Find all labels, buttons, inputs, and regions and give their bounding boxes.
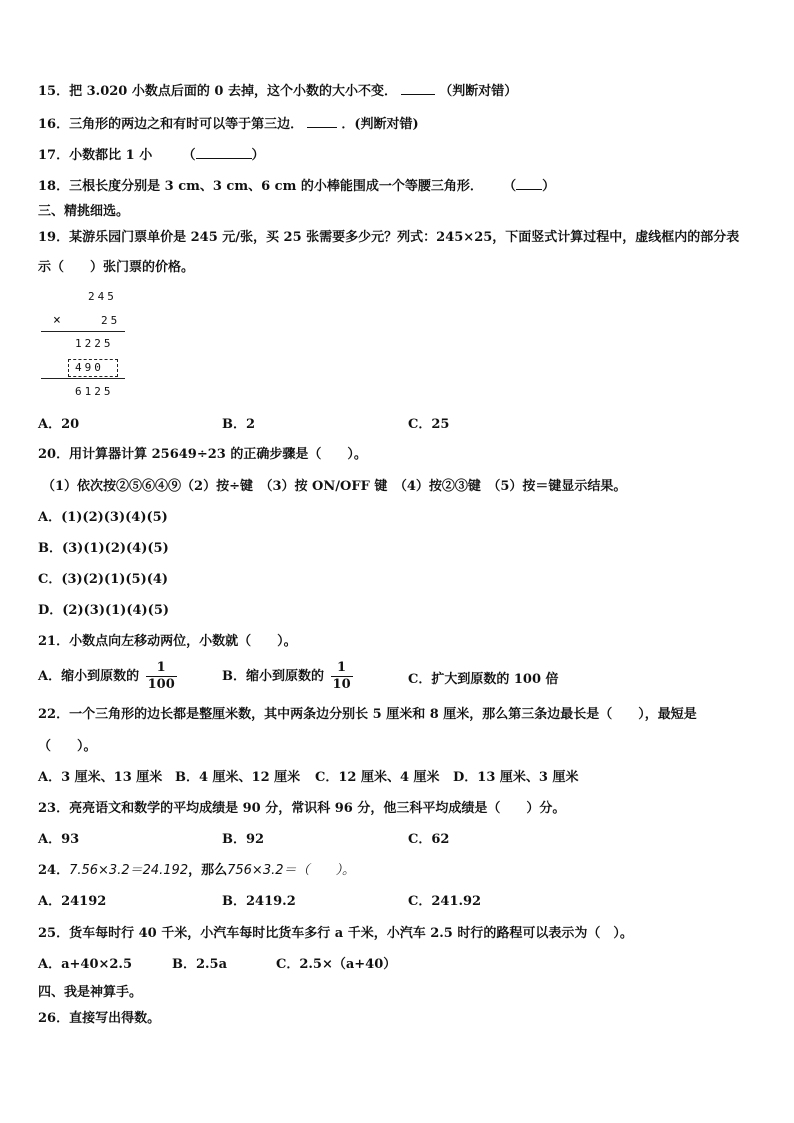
q20-option-d[interactable]: D．(2)(3)(1)(4)(5) [38,603,170,618]
q21-option-a[interactable] [38,660,177,693]
q20-option-b[interactable]: B．(3)(1)(2)(4)(5) [38,541,169,556]
calc-row-product: 6125 [75,385,114,398]
question-17-text: 17．小数都比 1 小 [38,148,153,163]
paren-open: （ [503,179,517,194]
times-sign: × [53,313,64,328]
paren-close: ） [251,148,265,163]
question-18-text: 18．三根长度分别是 3 cm、3 cm、6 cm 的小棒能围成一个等腰三角形． [38,179,483,194]
question-15-text: 15．把 3.020 小数点后面的 0 去掉，这个小数的大小不变． [38,84,397,99]
question-19-line1: 19．某游乐园门票单价是 245 元/张，买 25 张需要多少元？列式：245×25，下面竖式计算过程中，虚线框内的部分表 [38,230,740,245]
q23-option-a[interactable]: A．93 [38,832,80,847]
q19-option-a[interactable]: A．20 [38,417,80,432]
question-23-text: 23．亮亮语文和数学的平均成绩是 90 分，常识科 96 分，他三科平均成绩是（ ）分。 [38,801,566,816]
answer-blank [401,81,435,95]
q21-option-b-prefix: B．缩小到原数的 [222,669,324,684]
answer-blank [196,145,252,159]
question-25-text: 25．货车每时行 40 千米，小汽车每时比货车多行 a 千米，小汽车 2.5 时行的路程可以表示为（ ）。 [38,926,633,941]
question-16-suffix: ．(判断对错) [341,117,419,132]
question-21-text: 21．小数点向左移动两位，小数就（ ）。 [38,634,297,649]
answer-blank [516,176,542,190]
question-24-connector: ，那么 [188,863,228,878]
fraction-denominator: 100 [147,677,175,692]
q19-option-c[interactable]: C．25 [408,417,450,432]
question-26-text: 26．直接写出得数。 [38,1011,161,1026]
q24-option-c[interactable]: C．241.92 [408,894,482,909]
q21-option-a-prefix: A．缩小到原数的 [38,669,140,684]
question-15-suffix: （判断对错） [439,84,518,99]
q23-option-c[interactable]: C．62 [408,832,450,847]
question-16-text: 16．三角形的两边之和有时可以等于第三边． [38,117,304,132]
question-17 [38,145,265,165]
q19-option-b[interactable]: B．2 [222,417,256,432]
calc-row-partial-1: 1225 [75,337,114,350]
fraction-1-100 [146,660,177,693]
q22-option-b[interactable]: B．4 厘米、12 厘米 [175,770,301,785]
fraction-denominator: 10 [332,677,351,692]
question-20-steps: （1）依次按②⑤⑥④⑨（2）按÷键 （3）按 ON/OFF 键 （4）按②③键 （5）按＝键显示结果。 [42,479,627,494]
q24-option-a[interactable]: A．24192 [38,894,107,909]
question-24-expression: 7.56×3.2＝24.192 [69,863,189,878]
calc-row-multiplier: 25 [101,314,121,327]
question-19-line2: 示（ ）张门票的价格。 [38,260,195,275]
section-3-heading: 三、精挑细选。 [38,204,130,219]
calc-row-partial-2: 490 [75,361,104,374]
q22-option-d[interactable]: D．13 厘米、3 厘米 [453,770,579,785]
q25-option-c[interactable]: C．2.5×（a+40） [276,957,397,972]
answer-blank [307,114,337,128]
q20-option-c[interactable]: C．(3)(2)(1)(5)(4) [38,572,169,587]
fraction-1-10 [331,660,353,693]
paren-open: （ [182,148,196,163]
question-18 [38,176,555,196]
q23-option-b[interactable]: B．92 [222,832,265,847]
q22-option-a[interactable]: A．3 厘米、13 厘米 [38,770,163,785]
question-20-text: 20．用计算器计算 25649÷23 的正确步骤是（ ）。 [38,447,367,462]
calc-rule-2 [41,378,125,379]
question-24-expression-2: 756×3.2＝（ ）。 [227,863,355,878]
section-4-heading: 四、我是神算手。 [38,985,143,1000]
calc-rule-1 [41,331,125,332]
calc-row-multiplicand: 245 [88,290,117,303]
q21-option-b[interactable] [222,660,353,693]
question-24-number: 24． [38,863,70,878]
q24-option-b[interactable]: B．2419.2 [222,894,296,909]
q25-option-a[interactable]: A．a+40×2.5 [38,957,133,972]
question-24 [38,862,355,880]
question-22-line1: 22．一个三角形的边长都是整厘米数，其中两条边分别长 5 厘米和 8 厘米，那么第三条边最长是（ ），最短是 [38,707,697,722]
question-16 [38,114,419,134]
q22-option-c[interactable]: C．12 厘米、4 厘米 [315,770,440,785]
question-22-line2: （ ）。 [38,739,97,754]
fraction-numerator: 1 [337,660,347,675]
q25-option-b[interactable]: B．2.5a [172,957,228,972]
q20-option-a[interactable]: A．(1)(2)(3)(4)(5) [38,510,168,525]
paren-close: ） [542,179,556,194]
question-15 [38,81,517,101]
fraction-numerator: 1 [156,660,166,675]
q21-option-c[interactable]: C．扩大到原数的 100 倍 [408,672,559,687]
